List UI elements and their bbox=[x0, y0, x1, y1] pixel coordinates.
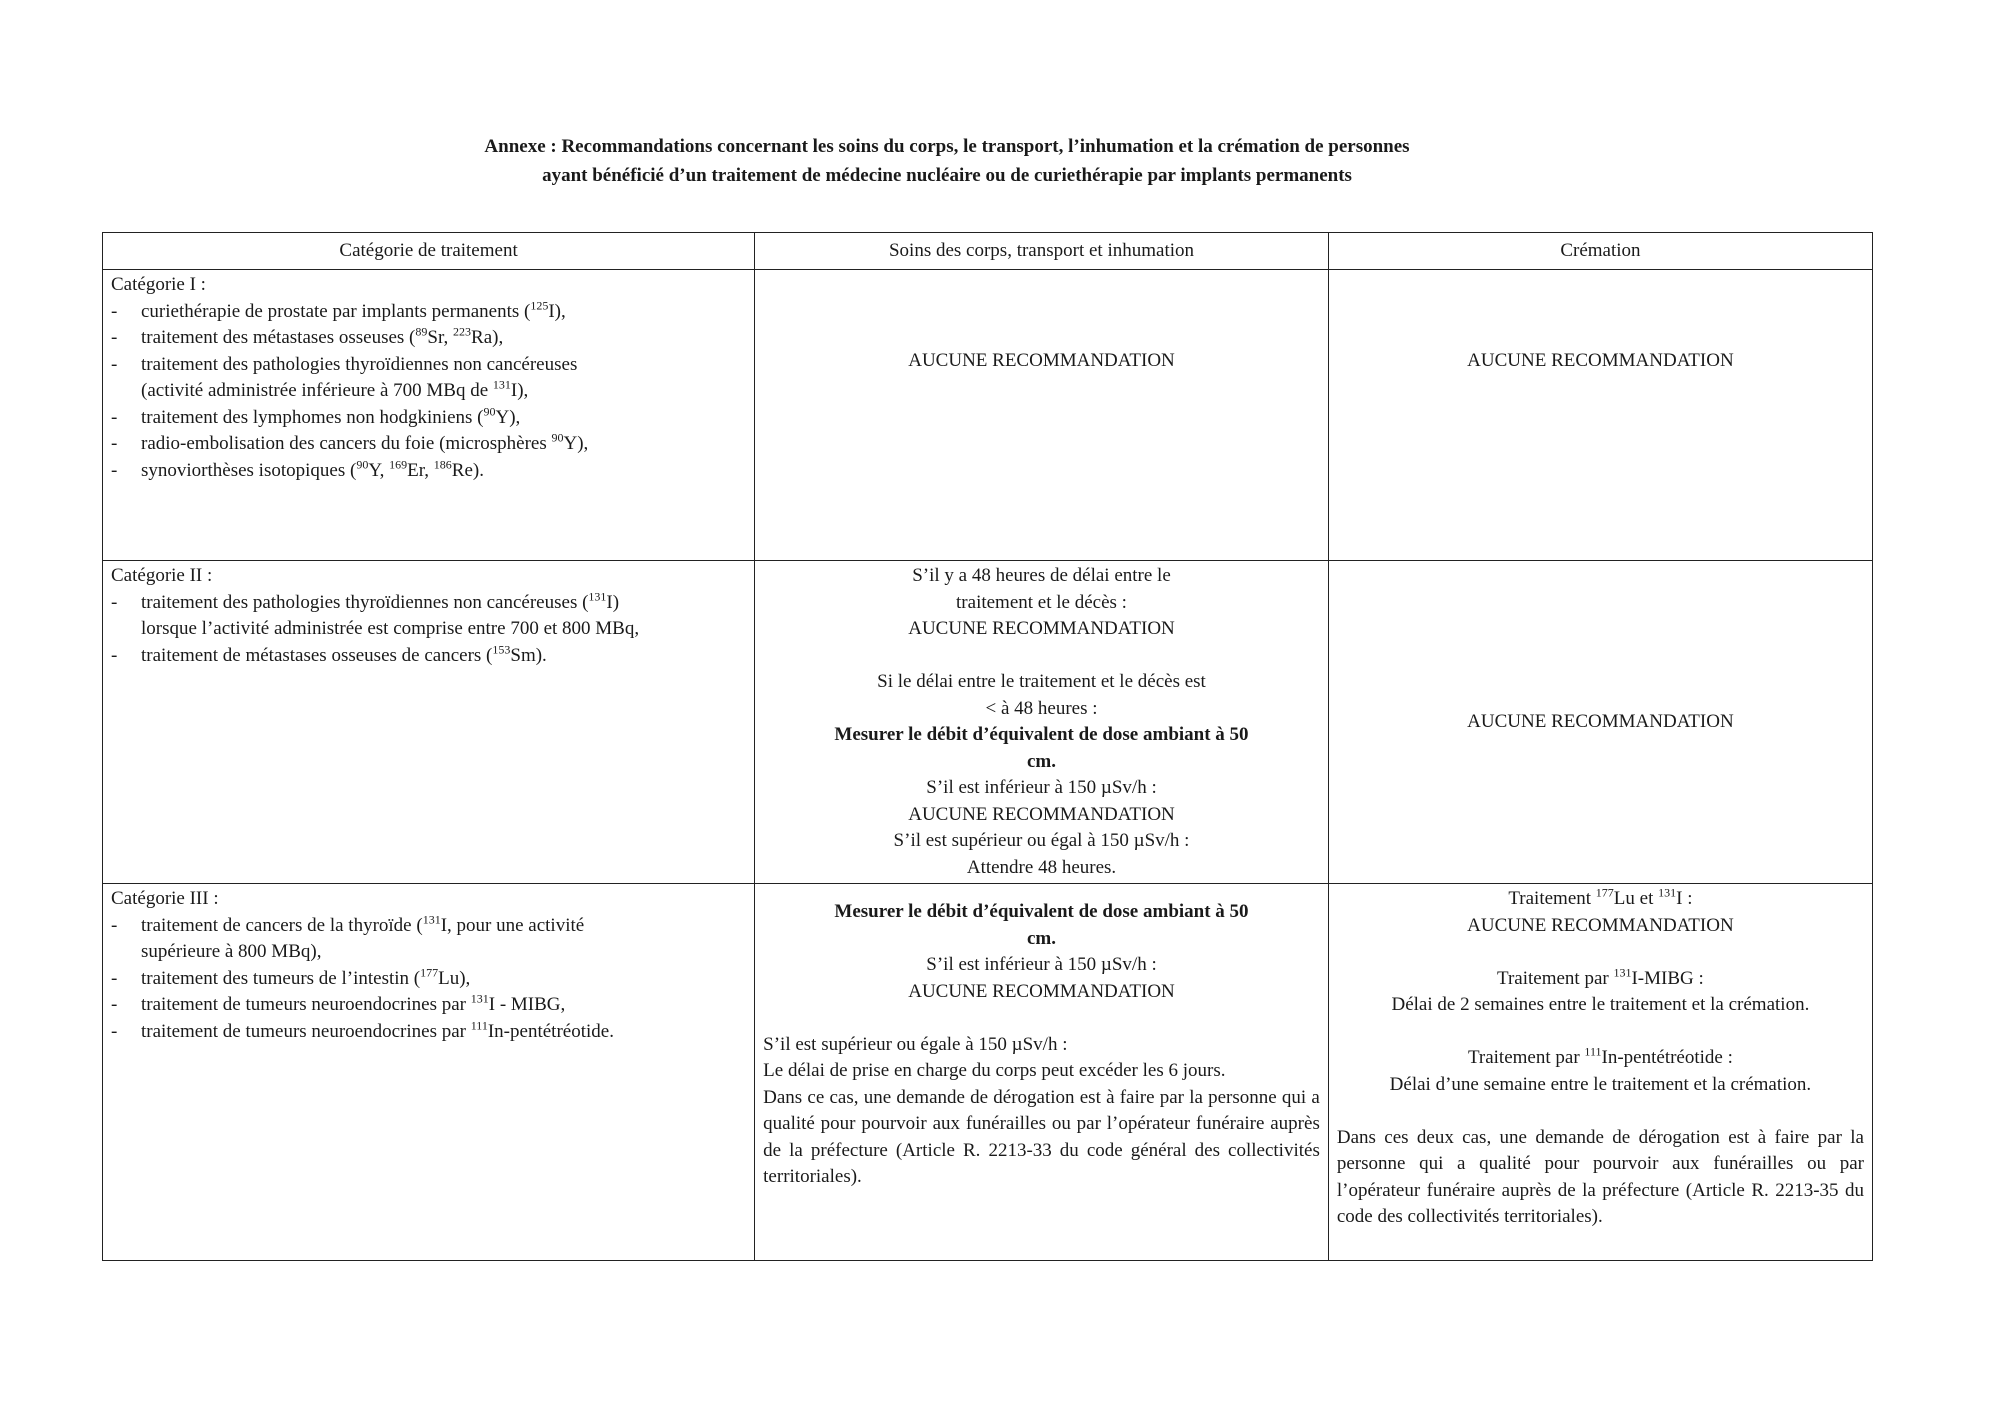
cat3-crem-t2-result: Délai de 2 semaines entre le traitement et la crémation. bbox=[1391, 994, 1810, 1015]
list-item: - traitement de cancers de la thyroïde ($^{131}$I, pour une activité supérieure à 800 MBq), bbox=[111, 913, 746, 966]
cat2-cremation-cell bbox=[1328, 561, 1872, 884]
table-row-cat1 bbox=[103, 270, 1873, 561]
cat3-crem-t2: Traitement par $^{131}$I-MIBG : bbox=[1497, 965, 1704, 989]
cat3-crem-t4: Dans ces deux cas, une demande de dérogation est à faire par la personne qui a qualité pour pourvoir aux funérailles ou par l’opérateur funéraire auprès de la préfecture (Article R. 2213-35 du code des collectivités territoriales). bbox=[1336, 1126, 1864, 1227]
cat2-list bbox=[111, 590, 746, 670]
cat1-soins-cell bbox=[755, 270, 1329, 561]
cat3-cell bbox=[103, 884, 755, 1261]
cat2-title: Catégorie II : bbox=[111, 565, 213, 586]
cat2-soins-l4: Si le délai entre le traitement et le décès est bbox=[877, 671, 1206, 692]
cat2-soins-cell bbox=[755, 561, 1329, 884]
cat3-soins-l4: AUCUNE RECOMMANDATION bbox=[908, 980, 1175, 1002]
cat2-soins-l9: AUCUNE RECOMMANDATION bbox=[908, 803, 1175, 825]
cat3-soins-l6: Le délai de prise en charge du corps peut excéder les 6 jours. bbox=[763, 1060, 1226, 1081]
header-cremation: Crémation bbox=[1328, 233, 1872, 270]
recommendations-table bbox=[102, 232, 1873, 1261]
header-row bbox=[103, 233, 1873, 270]
list-item: - traitement de tumeurs neuroendocrines par $^{131}$I - MIBG, bbox=[111, 992, 746, 1019]
header-soins: Soins des corps, transport et inhumation bbox=[755, 233, 1329, 270]
list-item: - curiethérapie de prostate par implants permanents ($^{125}$I), bbox=[111, 299, 746, 326]
list-item: - traitement des tumeurs de l’intestin ($^{177}$Lu), bbox=[111, 966, 746, 993]
list-item: - traitement de tumeurs neuroendocrines par $^{111}$In-pentétréotide. bbox=[111, 1019, 746, 1046]
cat2-soins-l6: Mesurer le débit d’équivalent de dose ambiant à 50 bbox=[834, 724, 1249, 745]
cat3-soins-l3: S’il est inférieur à 150 µSv/h : bbox=[926, 954, 1157, 975]
cat3-crem-t3-result: Délai d’une semaine entre le traitement et la crémation. bbox=[1389, 1073, 1812, 1095]
table-row-cat3 bbox=[103, 884, 1873, 1261]
cat1-title: Catégorie I : bbox=[111, 274, 206, 295]
cat1-cremation-text: AUCUNE RECOMMANDATION bbox=[1467, 350, 1734, 371]
annex-title-line2: ayant bénéficié d’un traitement de médecine nucléaire ou de curiethérapie par implants permanents bbox=[542, 165, 1352, 186]
cat2-soins-l3: AUCUNE RECOMMANDATION bbox=[908, 618, 1175, 639]
list-item: - radio-embolisation des cancers du foie (microsphères $^{90}$Y), bbox=[111, 431, 746, 458]
cat2-soins-l11: Attendre 48 heures. bbox=[966, 856, 1117, 878]
cat3-soins-cell bbox=[755, 884, 1329, 1261]
header-category: Catégorie de traitement bbox=[103, 233, 755, 270]
cat3-title: Catégorie III : bbox=[111, 888, 219, 909]
cat3-soins-l5: S’il est supérieur ou égale à 150 µSv/h : bbox=[763, 1033, 1068, 1055]
cat3-crem-t1: Traitement $^{177}$Lu et $^{131}$I : bbox=[1508, 885, 1693, 909]
cat2-soins-l8: S’il est inférieur à 150 µSv/h : bbox=[926, 777, 1157, 798]
cat2-cell bbox=[103, 561, 755, 884]
annex-title bbox=[0, 132, 1894, 190]
cat1-cremation-cell bbox=[1328, 270, 1872, 561]
cat3-crem-t3: Traitement par $^{111}$In-pentétréotide : bbox=[1467, 1044, 1733, 1068]
cat3-soins-l1: Mesurer le débit d’équivalent de dose ambiant à 50 bbox=[834, 901, 1249, 922]
cat2-cremation-text: AUCUNE RECOMMANDATION bbox=[1467, 710, 1734, 732]
cat1-soins-text: AUCUNE RECOMMANDATION bbox=[908, 350, 1175, 371]
list-item: - traitement des pathologies thyroïdiennes non cancéreuses ($^{131}$I) lorsque l’activité administrée est comprise entre 700 et 800 MBq, bbox=[111, 590, 746, 643]
cat2-soins-l5: < à 48 heures : bbox=[985, 697, 1098, 719]
list-item: - synoviorthèses isotopiques ($^{90}$Y, $^{169}$Er, $^{186}$Re). bbox=[111, 458, 746, 485]
cat3-soins-l2: cm. bbox=[1026, 927, 1056, 949]
cat3-cremation-cell bbox=[1328, 884, 1872, 1261]
cat2-soins-l10: S’il est supérieur ou égal à 150 µSv/h : bbox=[893, 830, 1190, 851]
list-item: - traitement des métastases osseuses ($^{89}$Sr, $^{223}$Ra), bbox=[111, 325, 746, 352]
list-item: - traitement des lymphomes non hodgkiniens ($^{90}$Y), bbox=[111, 405, 746, 432]
table-row-cat2 bbox=[103, 561, 1873, 884]
cat3-soins-l7: Dans ce cas, une demande de dérogation est à faire par la personne qui a qualité pour pourvoir aux funérailles ou par l’opérateur funéraire auprès de la préfecture (Article R. 2213-33 du code général des collectivités territoriales). bbox=[763, 1086, 1320, 1187]
cat2-soins-l2: traitement et le décès : bbox=[956, 591, 1127, 613]
list-item: - traitement de métastases osseuses de cancers ($^{153}$Sm). bbox=[111, 643, 746, 670]
cat2-soins-l7: cm. bbox=[1026, 750, 1056, 772]
cat1-cell bbox=[103, 270, 755, 561]
annex-title-line1: Annexe : Recommandations concernant les soins du corps, le transport, l’inhumation et la crémation de personnes bbox=[484, 136, 1410, 157]
cat1-list bbox=[111, 299, 746, 485]
list-item: - traitement des pathologies thyroïdiennes non cancéreuses (activité administrée inférieure à 700 MBq de $^{131}$I), bbox=[111, 352, 746, 405]
cat3-crem-t1-result: AUCUNE RECOMMANDATION bbox=[1467, 914, 1734, 936]
cat2-soins-l1: S’il y a 48 heures de délai entre le bbox=[912, 565, 1171, 586]
cat3-list bbox=[111, 913, 746, 1046]
